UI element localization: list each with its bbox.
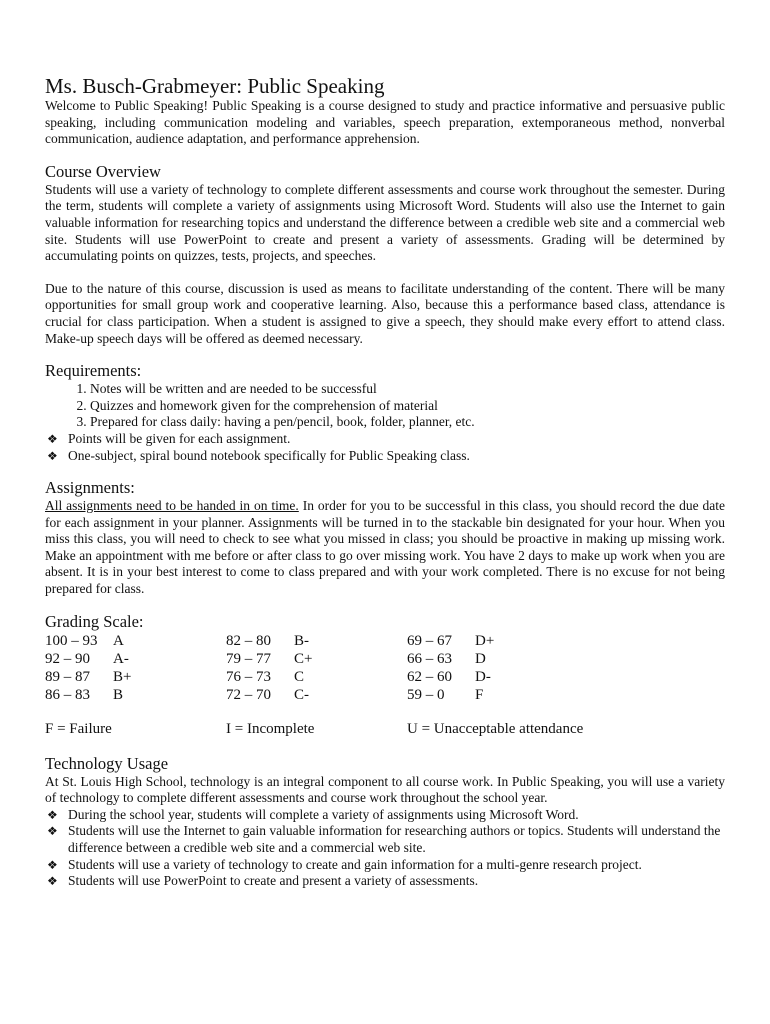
grade-range: 89 – 87 — [45, 668, 90, 685]
diamond-bullet-icon: ❖ — [47, 448, 58, 463]
grade-range: 76 – 73 — [226, 668, 271, 685]
grade-cell — [45, 632, 226, 650]
technology-bullets — [45, 807, 725, 890]
assignments-lead: All assignments need to be handed in on time. — [45, 498, 299, 514]
grade-letter: B — [113, 686, 124, 703]
list-item-text: Points will be given for each assignment. — [68, 430, 291, 446]
grading-legend — [45, 720, 725, 738]
list-item-text: Students will use the Internet to gain valuable information for researching authors or topics. Students will understand the difference between a credible web site and a commercial web site. — [68, 823, 721, 856]
diamond-bullet-icon: ❖ — [47, 807, 58, 822]
grade-letter: A — [113, 632, 124, 649]
grade-cell — [407, 650, 607, 668]
course-overview-heading: Course Overview — [45, 161, 161, 181]
course-overview-paragraph-2: Due to the nature of this course, discussion is used as means to facilitate understanding of the content. There will be many opportunities for small group work and cooperative learning. Also, because this a performance based class, attendance is crucial for class participation. When a student is assigned to give a speech, they should make every effort to attend class. Make-up speech days will be offered as deemed necessary. — [45, 280, 725, 346]
list-item-text: During the school year, students will complete a variety of assignments using Microsoft Word. — [68, 806, 579, 822]
grade-letter: B+ — [113, 668, 132, 685]
grade-letter: B- — [294, 632, 309, 649]
grade-cell — [226, 686, 407, 704]
grade-cell — [407, 632, 607, 650]
grade-cell — [45, 686, 226, 704]
grade-cell — [45, 650, 226, 668]
list-item — [45, 857, 725, 874]
grade-cell — [45, 668, 226, 686]
grade-cell — [226, 668, 407, 686]
grade-letter: A- — [113, 650, 129, 667]
grade-range: 79 – 77 — [226, 650, 271, 667]
grade-cell — [407, 668, 607, 686]
grade-letter: D — [475, 650, 486, 667]
list-item — [45, 823, 725, 856]
list-item-text: Students will use PowerPoint to create and present a variety of assessments. — [68, 873, 479, 889]
grade-range: 82 – 80 — [226, 632, 271, 649]
requirement-item: 3. Prepared for class daily: having a pen/pencil, book, folder, planner, etc. — [90, 414, 725, 431]
grade-range: 92 – 90 — [45, 650, 90, 667]
requirement-item: 1. Notes will be written and are needed to be successful — [90, 381, 725, 398]
grade-range: 69 – 67 — [407, 632, 452, 649]
diamond-bullet-icon: ❖ — [47, 857, 58, 872]
grade-range: 100 – 93 — [45, 632, 98, 649]
diamond-bullet-icon: ❖ — [47, 824, 58, 839]
technology-usage-heading: Technology Usage — [45, 753, 169, 773]
grade-letter: C+ — [294, 650, 313, 667]
technology-intro: At St. Louis High School, technology is an integral component to all course work. In Public Speaking, you will use a variety of technology to complete different assessments and course work throughout the school year. — [45, 773, 725, 806]
grade-letter: D+ — [475, 632, 495, 649]
grade-cell — [226, 632, 407, 650]
grade-range: 86 – 83 — [45, 686, 90, 703]
list-item — [45, 431, 725, 448]
grading-scale-heading: Grading Scale: — [45, 611, 144, 631]
page-title: Ms. Busch-Grabmeyer: Public Speaking — [45, 74, 385, 98]
grade-range: 62 – 60 — [407, 668, 452, 685]
grade-range: 72 – 70 — [226, 686, 271, 703]
list-item — [45, 448, 725, 465]
diamond-bullet-icon: ❖ — [47, 874, 58, 889]
course-overview-paragraph-1: Students will use a variety of technology to complete different assessments and course work throughout the semester. During the term, students will complete a variety of assignments using Microsoft Word. Students will also use the Internet to gain valuable information for researching topics and understand the difference between a credible web site and a commercial web site. Students will use PowerPoint to create and present a variety of assessments. Grading will be determined by accumulating points on quizzes, tests, projects, and speeches. — [45, 181, 725, 264]
grade-cell — [226, 650, 407, 668]
list-item-text: One-subject, spiral bound notebook specifically for Public Speaking class. — [68, 447, 470, 463]
assignments-body: In order for you to be successful in this class, you should record the due date for each assignment in your planner. Assignments will be turned in to the stackable bin designated for your hour. When you miss this class, you will need to check to see what you missed in class; you should be proactive in making up missing work. Make an appointment with me before or after class to go over missing work. You have 2 days to make up work when you are absent. It is in your best interest to come to class prepared and with your work completed. There is no excuse for not being prepared for class. — [45, 498, 725, 597]
grade-letter: F — [475, 686, 484, 703]
requirements-bullets — [45, 431, 725, 464]
grade-range: 66 – 63 — [407, 650, 452, 667]
assignments-heading: Assignments: — [45, 478, 135, 498]
requirements-heading: Requirements: — [45, 361, 142, 381]
legend-incomplete: I = Incomplete — [226, 720, 315, 737]
diamond-bullet-icon: ❖ — [47, 431, 58, 446]
grade-letter: C- — [294, 686, 309, 703]
list-item-text: Students will use a variety of technology to create and gain information for a multi-genre research project. — [68, 856, 642, 872]
grade-range: 59 – 0 — [407, 686, 445, 703]
grade-letter: D- — [475, 668, 491, 685]
intro-paragraph: Welcome to Public Speaking! Public Speaking is a course designed to study and practice informative and persuasive public speaking, including communication modeling and variables, speech preparation, extemporaneous method, nonverbal communication, audience adaptation, and performance apprehension. — [45, 98, 725, 147]
grade-letter: C — [294, 668, 305, 685]
grading-scale-table — [45, 632, 725, 704]
list-item — [45, 807, 725, 824]
grade-cell — [407, 686, 607, 704]
list-item — [45, 873, 725, 890]
assignments-paragraph — [45, 498, 725, 598]
legend-unacceptable: U = Unacceptable attendance — [407, 720, 584, 737]
requirements-list — [45, 381, 725, 431]
requirement-item: 2. Quizzes and homework given for the comprehension of material — [90, 398, 725, 415]
document-page — [45, 74, 725, 890]
legend-failure: F = Failure — [45, 720, 112, 737]
